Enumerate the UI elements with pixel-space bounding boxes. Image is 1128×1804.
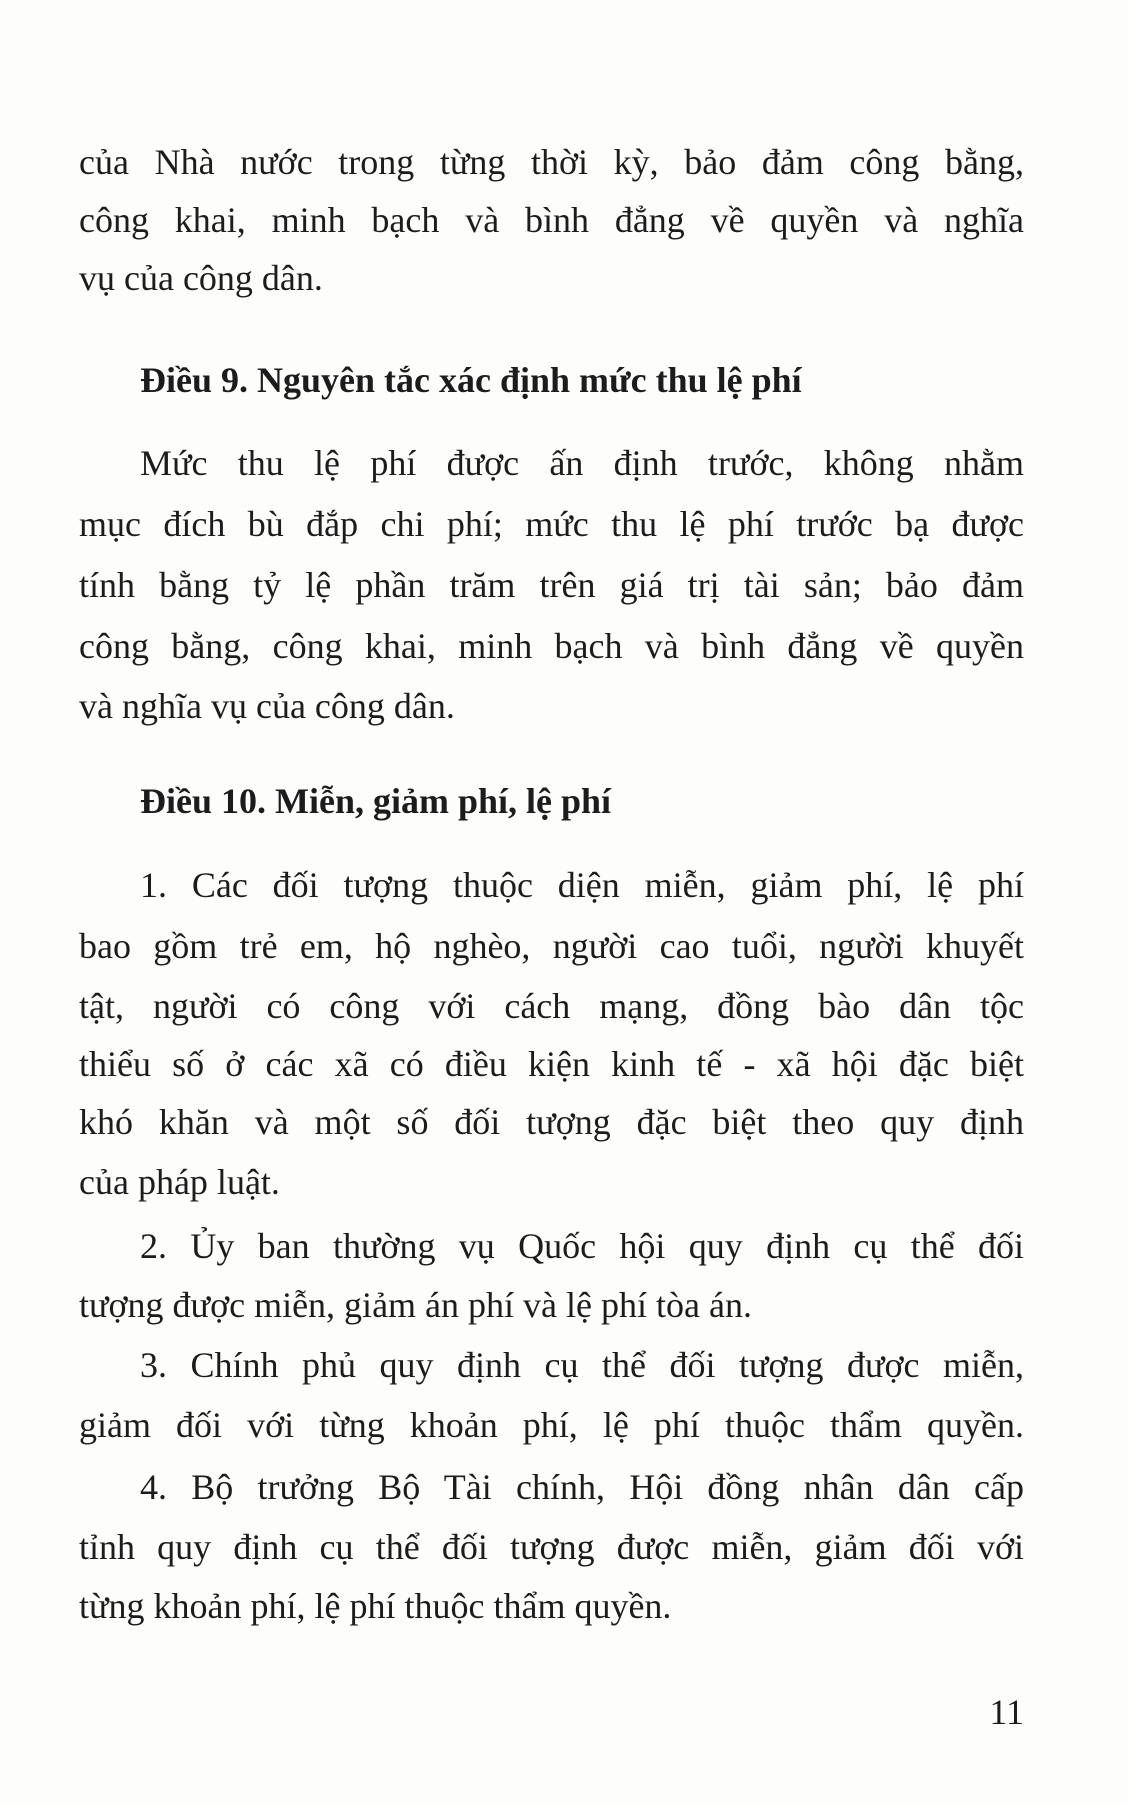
article-10-heading: Điều 10. Miễn, giảm phí, lệ phí	[140, 781, 612, 821]
text-line: và nghĩa vụ của công dân.	[79, 686, 455, 726]
text-line: của Nhà nước trong từng thời kỳ, bảo đảm công bằng,	[79, 142, 1024, 182]
text-line: 4. Bộ trưởng Bộ Tài chính, Hội đồng nhân dân cấp	[140, 1467, 1024, 1507]
text-line: tính bằng tỷ lệ phần trăm trên giá trị tài sản; bảo đảm	[79, 565, 1024, 605]
article-9-heading: Điều 9. Nguyên tắc xác định mức thu lệ phí	[140, 360, 802, 400]
text-line: 2. Ủy ban thường vụ Quốc hội quy định cụ thể đối	[140, 1226, 1024, 1266]
text-line: tượng được miễn, giảm án phí và lệ phí tòa án.	[79, 1285, 752, 1325]
text-line: mục đích bù đắp chi phí; mức thu lệ phí trước bạ được	[79, 504, 1024, 544]
text-line: thiểu số ở các xã có điều kiện kinh tế - xã hội đặc biệt	[79, 1044, 1024, 1084]
text-line: 3. Chính phủ quy định cụ thể đối tượng được miễn,	[140, 1345, 1024, 1385]
text-line: công khai, minh bạch và bình đẳng về quyền và nghĩa	[79, 200, 1024, 240]
text-line: tật, người có công với cách mạng, đồng bào dân tộc	[79, 986, 1024, 1026]
text-line: của pháp luật.	[79, 1162, 280, 1202]
page-number: 11	[989, 1692, 1024, 1732]
text-line: vụ của công dân.	[79, 258, 323, 298]
text-line: tỉnh quy định cụ thể đối tượng được miễn, giảm đối với	[79, 1527, 1024, 1567]
text-line: công bằng, công khai, minh bạch và bình đẳng về quyền	[79, 626, 1024, 666]
text-line: khó khăn và một số đối tượng đặc biệt theo quy định	[79, 1102, 1024, 1142]
text-line: từng khoản phí, lệ phí thuộc thẩm quyền.	[79, 1586, 672, 1626]
text-line: 1. Các đối tượng thuộc diện miễn, giảm phí, lệ phí	[140, 865, 1024, 905]
text-line: bao gồm trẻ em, hộ nghèo, người cao tuổi, người khuyết	[79, 926, 1024, 966]
text-line: Mức thu lệ phí được ấn định trước, không nhằm	[140, 443, 1024, 483]
text-line: giảm đối với từng khoản phí, lệ phí thuộc thẩm quyền.	[79, 1405, 1024, 1445]
